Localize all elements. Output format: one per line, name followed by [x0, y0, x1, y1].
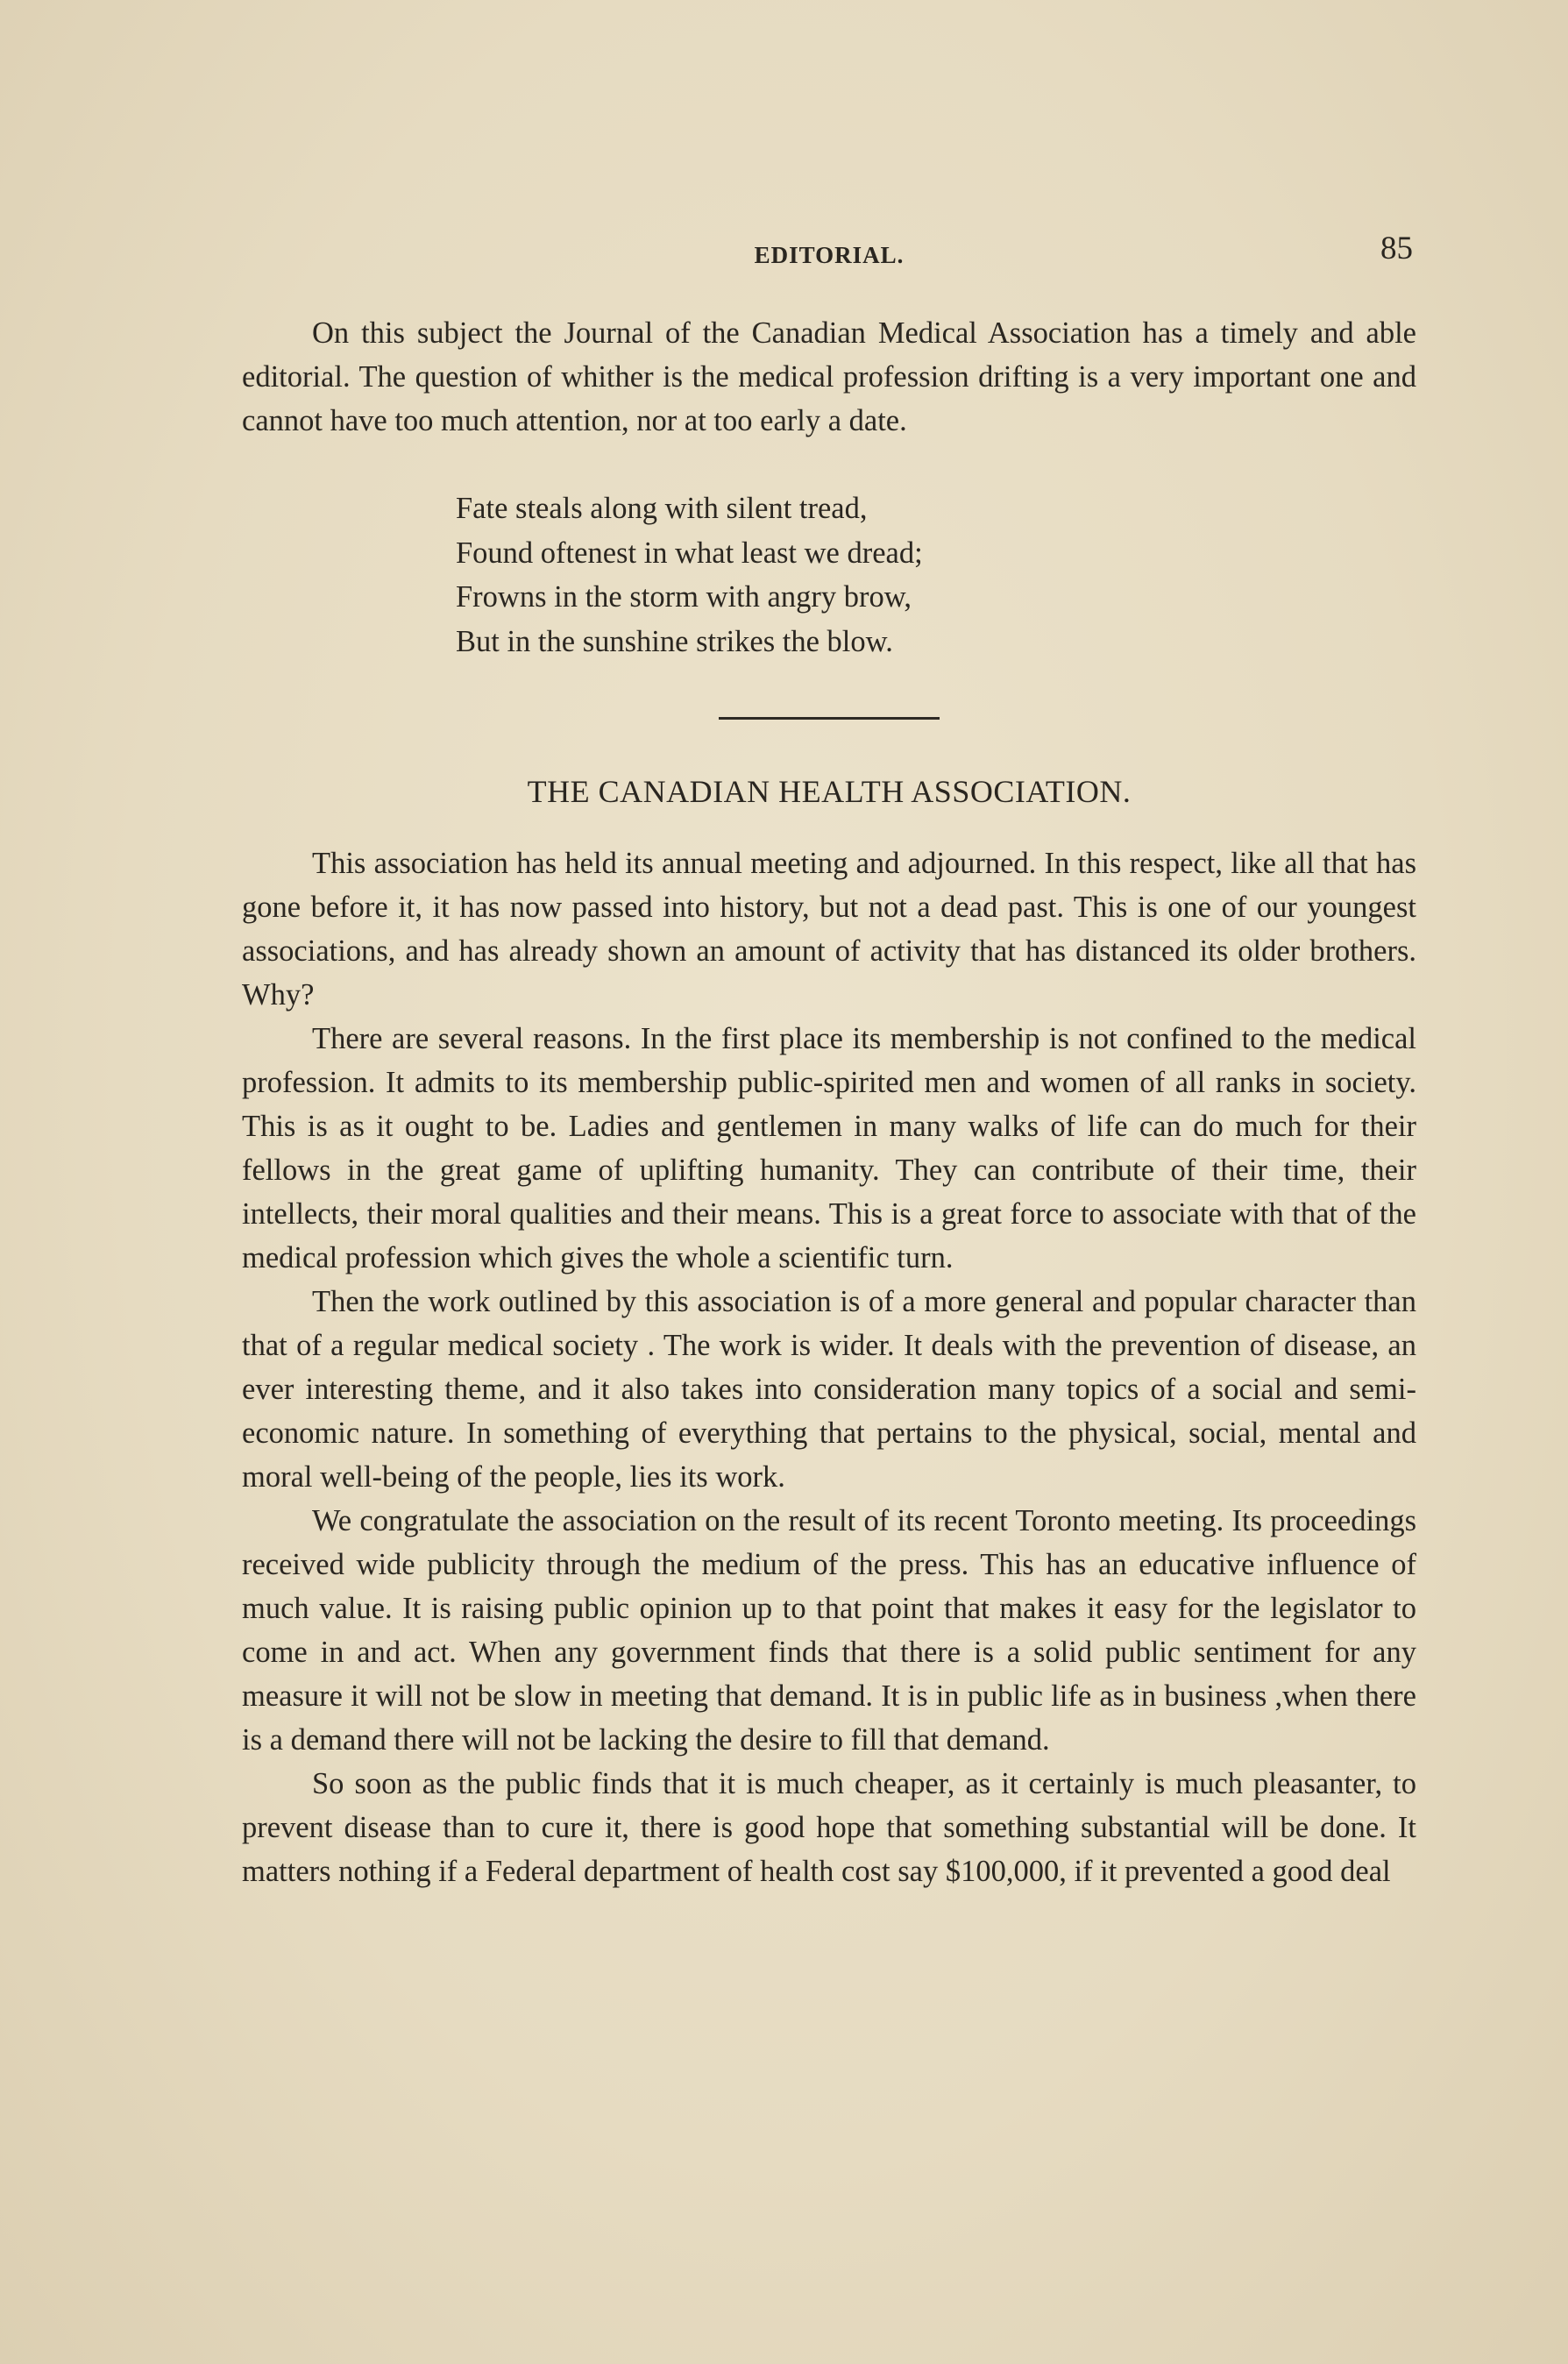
section-body [242, 841, 1416, 1893]
poem-line: Fate steals along with silent tread, [456, 492, 868, 525]
section-divider [719, 717, 940, 720]
body-paragraph: This association has held its annual meeting and adjourned. In this respect, like all that has gone before it, it has now passed into history, but not a dead past. This is one of our youngest associations, and has already shown an amount of activity that has distanced its older brothers. Why? [242, 847, 1416, 1012]
body-paragraph: There are several reasons. In the first place its membership is not confined to the medical profession. It admits to its membership public-spirited men and women of all ranks in society. This is as it ought to be. Ladies and gentlemen in many walks of life can do much for their fellows in the great game of uplifting humanity. They can contribute of their time, their intellects, their moral qualities and their means. This is a great force to associate with that of the medical profession which gives the whole a scientific turn. [242, 1022, 1416, 1274]
body-paragraph: So soon as the public finds that it is much cheaper, as it certainly is much pleasanter, to prevent disease than to cure it, there is good hope that something substantial will be done. It matters nothing if a Federal department of health cost say $100,000, if it prevented a good deal [242, 1767, 1416, 1888]
running-title: EDITORIAL. [754, 242, 905, 268]
body-paragraph: We congratulate the association on the result of its recent Toronto meeting. Its proceedings received wide publicity through the medium of the press. This has an educative influence of much value. It is raising public opinion up to that point that makes it easy for the legislator to come in and act. When any government finds that there is a solid public sentiment for any measure it will not be slow in meeting that demand. It is in public life as in business ,when there is a demand there will not be lacking the desire to fill that demand. [242, 1504, 1416, 1757]
intro-paragraph: On this subject the Journal of the Canadian Medical Association has a timely and able editorial. The question of whither is the medical profession drifting is a very important one and cannot have too much attention, nor at too early a date. [242, 316, 1416, 437]
poem-line: But in the sunshine strikes the blow. [456, 624, 893, 658]
running-head [242, 230, 1416, 273]
poem-stanza [456, 486, 923, 664]
page-number: 85 [1380, 231, 1413, 266]
poem-line: Frowns in the storm with angry brow, [456, 580, 912, 614]
poem-line: Found oftenest in what least we dread; [456, 536, 923, 570]
intro-section [242, 311, 1416, 443]
section-title: THE CANADIAN HEALTH ASSOCIATION. [527, 774, 1132, 809]
body-paragraph: Then the work outlined by this association is of a more general and popular character than that of a regular medical society . The work is wider. It deals with the prevention of disease, an ever interesting theme, and it also takes into consideration many topics of a social and semi-economic nature. In something of everything that pertains to the physical, social, mental and moral well-being of the people, lies its work. [242, 1285, 1416, 1494]
